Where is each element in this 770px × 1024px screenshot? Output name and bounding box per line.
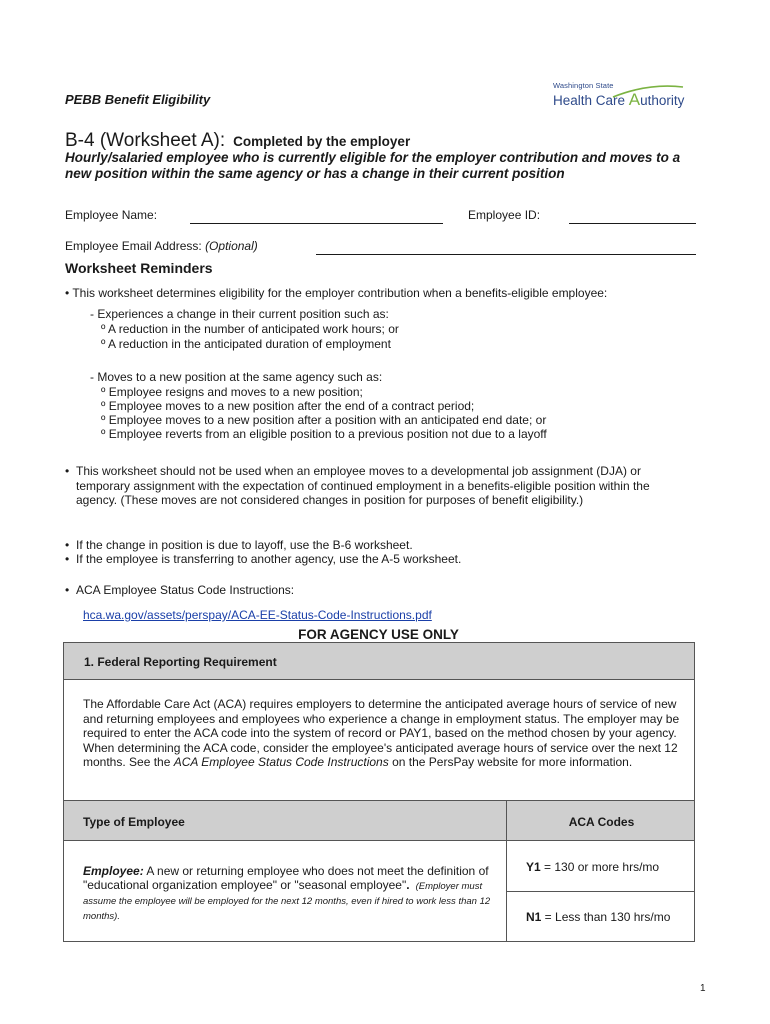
group1-title: - Experiences a change in their current position such as: (90, 307, 389, 321)
aca-instructions-link[interactable]: hca.wa.gov/assets/perspay/ACA-EE-Status-Code-Instructions.pdf (83, 608, 432, 622)
aca-explanation-text: The Affordable Care Act (ACA) requires employers to determine the anticipated average hours of service of new and returning employees and employees who experience a change in employment status. The employer may be required to enter the ACA code into the system of record or PAY1, based on the method chosen by your agency. When determining the ACA code, consider the employee's anticipated average hours of service over the next 12 months. See the ACA Employee Status Code Instructions on the PersPay website for more information. (83, 697, 680, 769)
bullet-marker: • (65, 583, 70, 597)
aca-explanation-box (63, 679, 695, 801)
form-subtitle: Completed by the employer (233, 134, 411, 149)
list-item: º Employee resigns and moves to a new position; (101, 385, 363, 399)
list-item: º Employee reverts from an eligible position to a previous position not due to a layoff (101, 427, 547, 441)
col2-header: ACA Codes (568, 815, 635, 829)
employee-id-field[interactable] (569, 223, 696, 224)
employee-email-label: Employee Email Address: (Optional) (65, 239, 258, 253)
aca-instructions-label: ACA Employee Status Code Instructions: (76, 583, 295, 597)
form-title (65, 130, 410, 152)
employee-type-cell (63, 840, 507, 942)
aca-code-y1: Y1 = 130 or more hrs/mo (526, 860, 660, 874)
form-code: B-4 (Worksheet A): (65, 130, 226, 151)
employee-email-field[interactable] (316, 254, 696, 255)
logo-agency-text: Health Care Authority (553, 90, 685, 109)
bullet-marker: • (65, 464, 70, 478)
hca-logo (553, 81, 688, 109)
aca-code-n1: N1 = Less than 130 hrs/mo (526, 910, 671, 924)
list-item: º A reduction in the anticipated duration of employment (101, 337, 391, 351)
employee-name-field[interactable] (190, 223, 443, 224)
employee-note: (Employer must assume the employee will be employed for the next 12 months, even if hired to work less than 12 months). (83, 881, 491, 922)
agency-use-heading: FOR AGENCY USE ONLY (298, 627, 459, 642)
col1-header: Type of Employee (83, 815, 185, 829)
federal-reporting-header (63, 642, 695, 680)
section-title: 1. Federal Reporting Requirement (84, 655, 277, 669)
logo-state-text: Washington State (553, 81, 614, 90)
bullet-marker: • (65, 538, 70, 552)
page-number: 1 (700, 983, 706, 994)
dja-note: This worksheet should not be used when an employee moves to a developmental job assignment (DJA) or temporary assignment with the expectation of continued employment in a benefits-eligible position within the agency. (These moves are not considered changes in position for purposes of benefit eligibility.) (76, 464, 650, 507)
group2-title: - Moves to a new position at the same agency such as: (90, 370, 383, 384)
list-item: º Employee moves to a new position after the end of a contract period; (101, 399, 475, 413)
form-description: Hourly/salaried employee who is currently eligible for the employer contribution and moves to a new position within the same agency or has a change in their current position (65, 150, 681, 181)
document-header-title: PEBB Benefit Eligibility (65, 92, 211, 107)
type-of-employee-header (63, 800, 507, 841)
employee-name-label: Employee Name: (65, 208, 158, 222)
aca-code-y1-cell (506, 840, 695, 892)
optional-note: (Optional) (205, 239, 258, 253)
list-item: º Employee moves to a new position after a position with an anticipated end date; or (101, 413, 547, 427)
transfer-note: If the employee is transferring to another agency, use the A-5 worksheet. (76, 552, 462, 566)
aca-codes-header (506, 800, 695, 841)
reminders-intro: • This worksheet determines eligibility for the employer contribution when a benefits-eligible employee: (65, 286, 608, 300)
bullet-marker: • (65, 552, 70, 566)
list-item: º A reduction in the number of anticipated work hours; or (101, 322, 399, 336)
aca-code-n1-cell (506, 891, 695, 942)
reminders-heading: Worksheet Reminders (65, 260, 213, 276)
employee-definition: Employee: A new or returning employee who does not meet the definition of "educational organization employee" or "seasonal employee". (Employer must assume the employee will be employed for the next 12 months, even if hired to work less than 12 months). (83, 864, 491, 922)
employee-id-label: Employee ID: (468, 208, 541, 222)
layoff-note: If the change in position is due to layoff, use the B-6 worksheet. (76, 538, 413, 552)
